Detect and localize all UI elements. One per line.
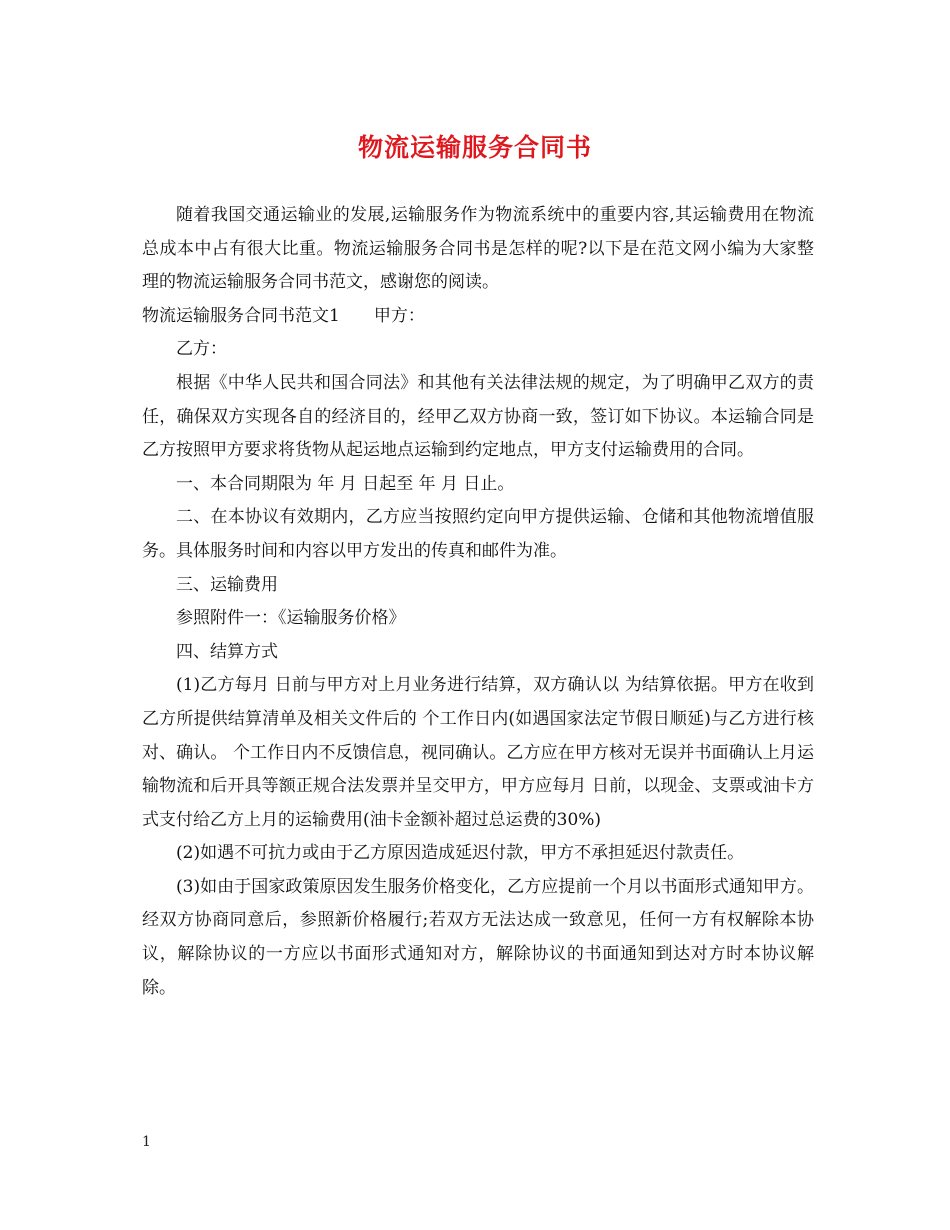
clause-settlement-heading: 四、结算方式 [176, 641, 278, 662]
clause-fees-reference: 参照附件一：《运输服务价格》 [176, 608, 406, 629]
clause-settlement-1: (1)乙方每月 日前与甲方对上月业务进行结算，双方确认以 为结算依据。甲方在收到乙方所提供结算清单及相关文件后的 个工作日内(如遇国家法定节假日顺延)与乙方进行核对、确认。 个工作日内不反馈信息，视同确认。乙方应在甲方核对无误并书面确认上月运输物流和后开具等额正规合法发票并呈交甲方，甲方应每月 日前，以现金、支票或油卡方式支付给乙方上月的运输费用(油卡金额补超过总运费的30%) [142, 675, 814, 830]
paragraph-sample-heading: 物流运输服务合同书范文1 甲方： [142, 305, 425, 326]
clause-services: 二、在本协议有效期内，乙方应当按照约定向甲方提供运输、仓储和其他物流增值服务。具体服务时间和内容以甲方发出的传真和邮件为准。 [142, 507, 814, 561]
paragraph-intro: 随着我国交通运输业的发展,运输服务作为物流系统中的重要内容,其运输费用在物流总成本中占有很大比重。物流运输服务合同书是怎样的呢?以下是在范文网小编为大家整理的物流运输服务合同书范文，感谢您的阅读。 [142, 205, 814, 293]
clause-settlement-3: (3)如由于国家政策原因发生服务价格变化，乙方应提前一个月以书面形式通知甲方。经双方协商同意后，参照新价格履行;若双方无法达成一致意见，任何一方有权解除本协议，解除协议的一方应以书面形式通知对方，解除协议的书面通知到达对方时本协议解除。 [142, 876, 814, 998]
clause-term: 一、本合同期限为 年 月 日起至 年 月 日止。 [176, 473, 515, 494]
paragraph-party-b: 乙方： [176, 339, 227, 360]
document-title: 物流运输服务合同书 [357, 133, 592, 162]
page-number: 1 [142, 1134, 151, 1150]
paragraph-preamble: 根据《中华人民共和国合同法》和其他有关法律法规的规定，为了明确甲乙双方的责任，确保双方实现各自的经济目的，经甲乙双方协商一致，签订如下协议。本运输合同是乙方按照甲方要求将货物从起运地点运输到约定地点，甲方支付运输费用的合同。 [142, 372, 814, 461]
document-body [142, 199, 814, 1005]
clause-fees-heading: 三、运输费用 [176, 574, 278, 595]
clause-settlement-2: (2)如遇不可抗力或由于乙方原因造成延迟付款，甲方不承担延迟付款责任。 [176, 843, 745, 864]
